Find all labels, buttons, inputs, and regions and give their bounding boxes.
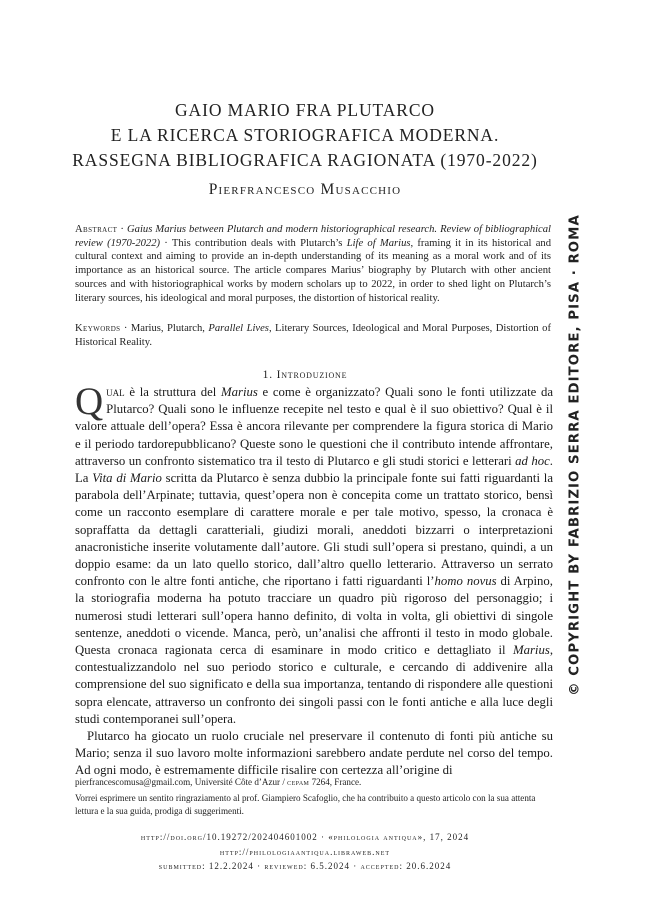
title-line-2: E LA RICERCA STORIOGRAFICA MODERNA. (110, 125, 500, 145)
italic-run: ad hoc (515, 453, 550, 468)
text-run: , contestualizzandolo nel suo periodo storico e culturale, e cercando di addivenire alla comprensione del suo significato e della sua importanza, tentando di rispondere alle questioni sopra elencate, attraverso un confronto dei singoli passi con le fonti antiche e alla luce degli studi contemporanei sull’opera. (75, 643, 553, 726)
paragraph-2: Plutarco ha giocato un ruolo cruciale nel preservare il contenuto di fonti più antiche su Mario; senza il suo lavoro molte informazioni sarebbero andate perdute nel corso del tempo. Ad ogni modo, è estremamente difficile risalire con certezza all’origine di (75, 729, 553, 778)
submission-dates: submitted: 12.2.2024 · reviewed: 6.5.2024 · accepted: 20.6.2024 (158, 861, 452, 871)
author-affiliation (75, 776, 553, 788)
text-run: è la struttura del (124, 385, 222, 399)
doi-line: http://doi.org/10.19272/202404601002 · «philologia antiqua», 17, 2024 (140, 832, 470, 842)
lead-in: ual (106, 385, 125, 399)
text-run: . La (75, 453, 553, 486)
article-title (60, 98, 550, 173)
abstract-english-title: Gaius Marius between Plutarch and modern historiographical research. Review of bibliographical review (1970-2022) (75, 224, 551, 249)
paragraph-1 (75, 380, 553, 728)
italic-run: homo novus (434, 574, 497, 589)
drop-cap: Q (75, 380, 104, 423)
copyright-text: © COPYRIGHT BY FABRIZIO SERRA EDITORE, PISA · ROMA (567, 214, 583, 696)
abstract-separator-2: · (160, 237, 172, 249)
abstract-life-title: Life of Marius (346, 237, 411, 249)
text-run: scritta da Plutarco è senza dubbio la principale fonte sui fatti riguardanti la parabola dell’Arpinate; tuttavia, quest’opera non è concepita come un trattato storico, bensì come un racconto esemplare di carattere morale e per tale motivo, spesso, la cronaca è sopraffatta da dettagli caratteriali, giudizi morali, aneddoti bizzarri o interpretazioni anacronistiche inserite volutamente dall’autore. Gli studi sull’opera si prestano, quindi, a un doppio esame: da un lato quello storico, dall’altro quello letterario. Attraverso un serrato confronto con le altre fonti antiche, che riportano i fatti riguardanti l’ (75, 471, 553, 589)
italic-run: Marius (221, 385, 258, 399)
affiliation-text-end: 7264, France. (309, 777, 362, 787)
author-name: Pierfrancesco Musacchio (208, 181, 402, 198)
affiliation-text: pierfrancescomusa@gmail.com, Université Côte d’Azur / (75, 777, 288, 787)
text-run: e come è organizzato? Quali sono le fonti utilizzate da Plutarco? Quali sono le influenze recepite nel testo e qual è il suo obiettivo? Qual è il valore attuale dell’opera? Essa è ancora rilevante per comprendere la figura storica di Mario e il periodo tardorepubblicano? Queste sono le questioni che il contributo intende affrontare, attraverso un confronto sistematico tra il testo di Plutarco e gli studi storici e letterari (75, 385, 553, 468)
keywords-separator: · (120, 323, 131, 334)
title-line-1: GAIO MARIO FRA PLUTARCO (175, 100, 435, 120)
title-line-3: RASSEGNA BIBLIOGRAFICA RAGIONATA (1970-2022) (72, 150, 538, 170)
copyright-notice (565, 215, 585, 695)
footnotes (75, 776, 553, 821)
keywords-text-2: , Literary Sources, Ideological and Moral Purposes, Distortion of Historical Reality. (75, 323, 551, 348)
abstract-separator-1: · (117, 224, 128, 235)
keywords (75, 322, 551, 349)
abstract-text-2: , framing it in its historical and cultural context and aiming to provide an in-depth understanding of its meaning as a moral work and of its importance as an historical source. The article compares Marius’ biography by Plutarch with other ancient sources and with historiographical works by modern scholars up to 2022, in order to shed light on Plutarch’s literary sources, his ideological and moral purposes, the distortion of historical reality. (75, 237, 551, 304)
journal-url: http://philologiaantiqua.libraweb.net (219, 846, 391, 857)
italic-run: Vita di Mario (92, 471, 162, 486)
acknowledgement: Vorrei esprimere un sentito ringraziamento al prof. Giampiero Scafoglio, che ha contribuito a questo articolo con la sua attenta lettura e la sua guida, prodiga di suggerimenti. (75, 793, 536, 816)
publication-info (60, 830, 550, 874)
keywords-italic: Parallel Lives (208, 323, 269, 334)
body-text (75, 380, 553, 780)
keywords-text-1: Marius, Plutarch, (130, 323, 209, 334)
abstract-label: Abstract (75, 224, 118, 235)
text-run: di Arpino, la storiografia moderna ha potuto tracciare un quadro più rigoroso del personaggio; i numerosi studi letterari sull’opera hanno definito, di volta in volta, gli obiettivi di singole sentenze, aneddoti o vicende. Manca, però, un’analisi che affronti il testo in modo globale. Questa cronaca ragionata cerca di esaminare in modo critico e dettagliato il (75, 574, 553, 658)
section-heading: 1. Introduzione (262, 369, 348, 381)
abstract-text-1: This contribution deals with Plutarch’s (171, 237, 347, 249)
affiliation-lab: cepam (287, 777, 310, 787)
keywords-label: Keywords (75, 323, 121, 334)
italic-run: Marius (512, 643, 550, 658)
abstract (75, 223, 551, 305)
